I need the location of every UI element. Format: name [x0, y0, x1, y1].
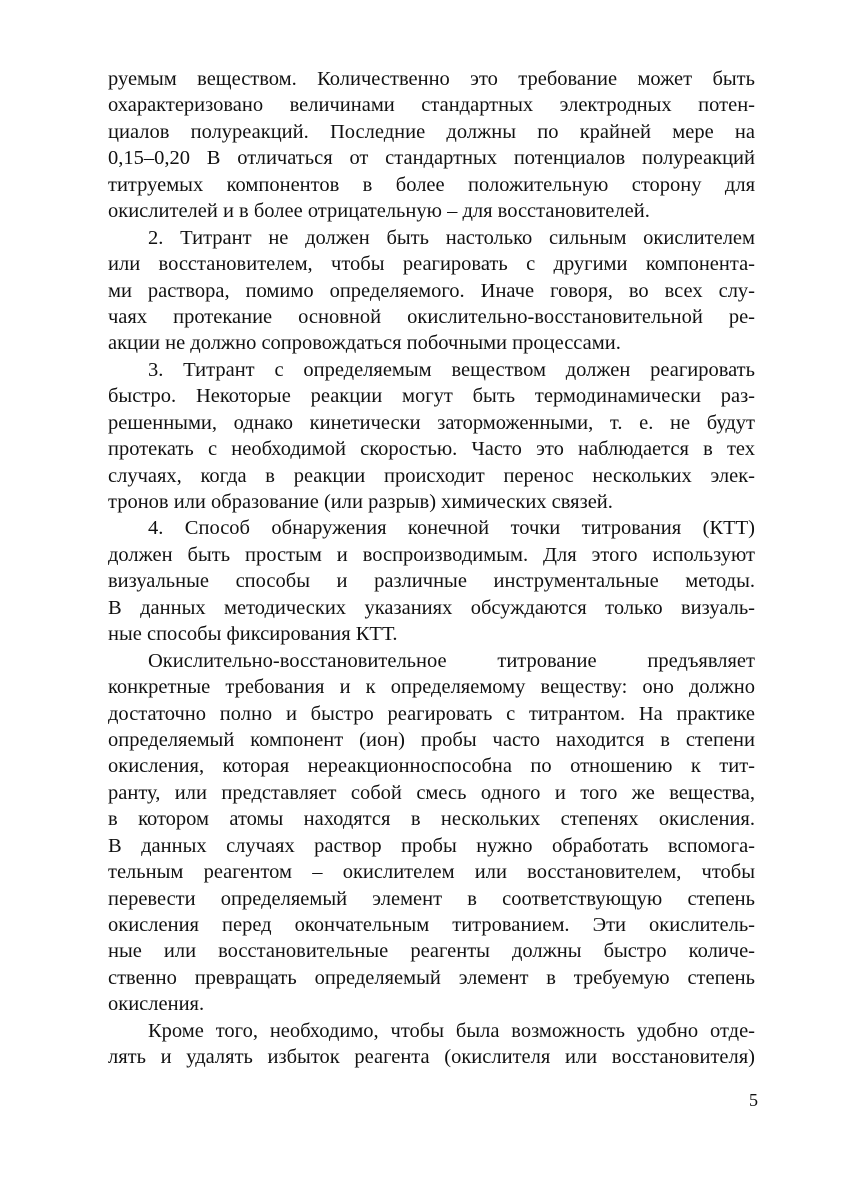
paragraph-first-line: 2. Титрант не должен быть настолько сильным окислителем — [148, 226, 755, 249]
text-line: окислителей и в более отрицательную – для восстановителей. — [108, 200, 650, 223]
paragraph-first-line: Кроме того, необходимо, чтобы была возможность удобно отде- — [148, 1019, 755, 1042]
text-line: визуальные способы и различные инструментальные методы. — [108, 570, 755, 593]
text-line: в котором атомы находятся в нескольких степенях окисления. — [108, 808, 755, 831]
text-line: В данных случаях раствор пробы нужно обработать вспомога- — [108, 834, 755, 857]
page-number: 5 — [749, 1090, 758, 1110]
text-line: руемым веществом. Количественно это требование может быть — [108, 68, 755, 90]
text-line: или восстановителем, чтобы реагировать с другими компонента- — [108, 253, 755, 276]
text-line: 0,15–0,20 В отличаться от стандартных потенциалов полуреакций — [108, 147, 755, 170]
text-line: случаях, когда в реакции происходит перенос нескольких элек- — [108, 464, 755, 487]
text-line: протекать с необходимой скоростью. Часто это наблюдается в тех — [108, 438, 755, 461]
text-line: быстро. Некоторые реакции могут быть термодинамически раз- — [108, 385, 755, 408]
text-line: чаях протекание основной окислительно-восстановительной ре- — [108, 305, 755, 328]
text-line: В данных методических указаниях обсуждаются только визуаль- — [108, 596, 755, 619]
text-line: должен быть простым и воспроизводимым. Для этого используют — [108, 543, 755, 566]
text-line: достаточно полно и быстро реагировать с титрантом. На практике — [108, 702, 755, 725]
text-line: окисления перед окончательным титрованием. Эти окислитель- — [108, 914, 755, 936]
text-line: ми раствора, помимо определяемого. Иначе говоря, во всех слу- — [108, 279, 755, 302]
text-line: перевести определяемый элемент в соответствующую степень — [108, 887, 755, 910]
text-line: титруемых компонентов в более положительную сторону для — [108, 173, 755, 196]
paragraph-first-line: Окислительно-восстановительное титрование предъявляет — [148, 649, 755, 672]
text-line: лять и удалять избыток реагента (окислителя или восстановителя) — [108, 1046, 755, 1069]
page-body-text — [108, 66, 755, 1071]
text-line: тельным реагентом – окислителем или восстановителем, чтобы — [108, 861, 755, 884]
paragraph-first-line: 3. Титрант с определяемым веществом должен реагировать — [148, 358, 755, 381]
paragraph-first-line: 4. Способ обнаружения конечной точки титрования (КТТ) — [148, 517, 755, 540]
text-line: ственно превращать определяемый элемент в требуемую степень — [108, 966, 755, 989]
text-line: ные или восстановительные реагенты должны быстро количе- — [108, 940, 755, 963]
text-line: конкретные требования и к определяемому веществу: оно должно — [108, 676, 755, 699]
text-line: решенными, однако кинетически заторможенными, т. е. не будут — [108, 411, 755, 434]
text-line: окисления. — [108, 993, 205, 1016]
text-line: тронов или образование (или разрыв) химических связей. — [108, 491, 613, 513]
text-line: акции не должно сопровождаться побочными процессами. — [108, 332, 621, 355]
text-line: охарактеризовано величинами стандартных электродных потен- — [108, 94, 755, 117]
text-line: циалов полуреакций. Последние должны по крайней мере на — [108, 120, 755, 143]
text-line: ранту, или представляет собой смесь одного и того же вещества, — [108, 781, 755, 804]
text-line: ные способы фиксирования КТТ. — [108, 623, 398, 646]
text-line: определяемый компонент (ион) пробы часто находится в степени — [108, 728, 755, 751]
text-line: окисления, которая нереакционноспособна по отношению к тит- — [108, 755, 755, 778]
